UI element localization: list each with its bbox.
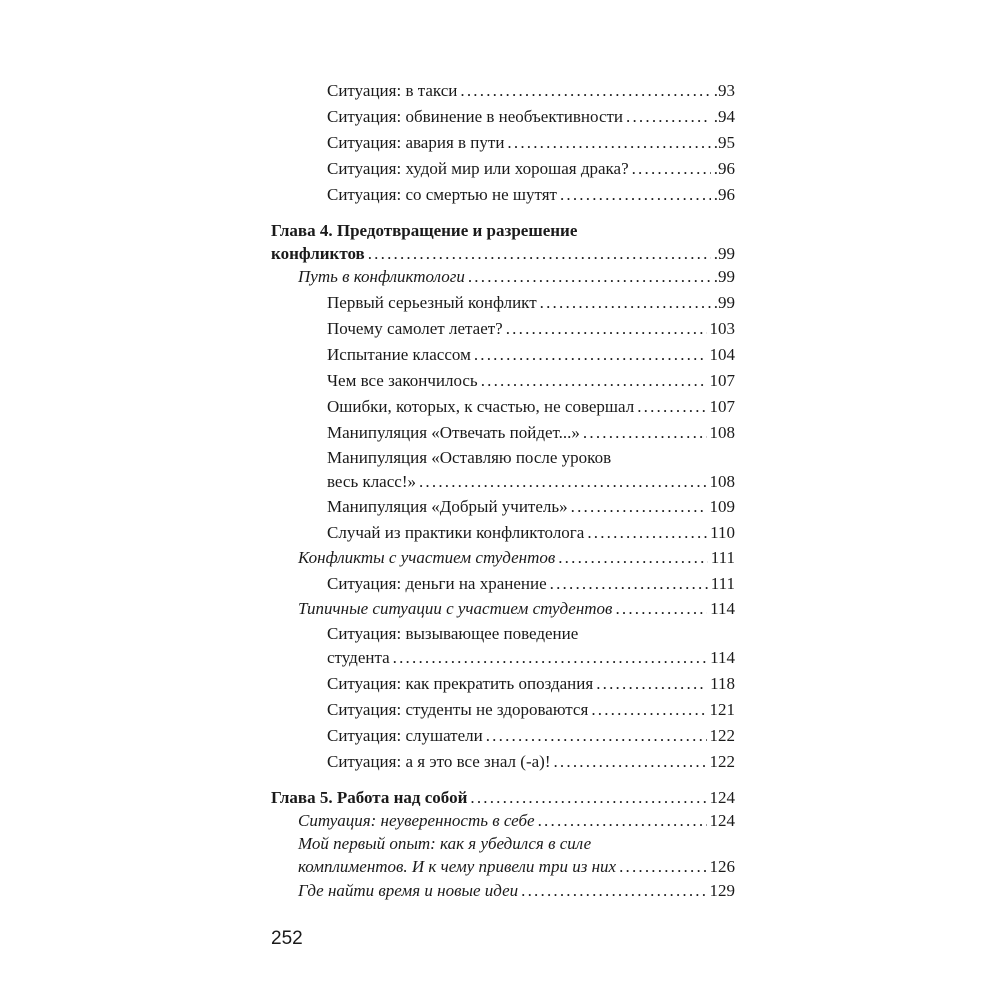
leader-dots [583,422,707,444]
leader-dots [460,80,710,102]
toc-entry [327,292,735,314]
leader-dots [587,522,707,544]
toc-section [298,810,735,832]
toc-entry-page: 129 [709,881,735,900]
toc-entry-page: .95 [713,133,735,152]
toc-entry [327,370,735,392]
toc-entry [327,106,735,128]
toc-entry-title: весь класс!» [327,472,416,491]
toc-entry-page: 122 [709,752,735,771]
toc-entry-title: Манипуляция «Отвечать пойдет...» [327,423,580,442]
toc-entry-title: Ситуация: со смертью не шутят [327,185,557,204]
toc-entry-page: .99 [713,267,735,286]
leader-dots [474,344,707,366]
toc-entry-title: Ситуация: авария в пути [327,133,505,152]
toc-section [298,880,735,902]
toc-entry-page: 107 [709,397,735,416]
toc-entry [327,184,735,206]
toc-entry-title: Конфликты с участием студентов [298,548,556,567]
toc-entry-page: 103 [709,319,735,338]
toc-section [298,856,735,878]
leader-dots [596,673,707,695]
toc-entry-page: 109 [709,497,735,516]
leader-dots [619,856,706,878]
toc-entry-title: Почему самолет летает? [327,319,503,338]
leader-dots [368,243,711,265]
toc-entry-page: 108 [709,472,735,491]
leader-dots [626,106,711,128]
toc-entry-page: 126 [709,857,735,876]
toc-entry-title: Манипуляция «Добрый учитель» [327,497,568,516]
toc-entry [327,422,735,444]
toc-entry-title: Ситуация: обвинение в необъективности [327,107,624,126]
toc-entry [327,471,735,493]
toc-entry [327,522,735,544]
toc-entry-title: Ситуация: деньги на хранение [327,574,547,593]
toc-entry-page: 124 [709,788,735,807]
toc-entry-page: 111 [710,574,735,593]
leader-dots [632,158,711,180]
toc-entry-title-line1: Манипуляция «Оставляю после уроков [327,448,612,467]
toc-entry [327,344,735,366]
toc-entry-title: Путь в конфликтологи [298,267,465,286]
toc-entry-page: 114 [710,599,735,618]
leader-dots [419,471,707,493]
leader-dots [506,318,707,340]
leader-dots [481,370,707,392]
toc-entry [327,80,735,102]
toc-entry-title: Где найти время и новые идеи [298,881,519,900]
toc-entry-page: 124 [709,811,735,830]
toc-entry-title: Ситуация: худой мир или хорошая драка? [327,159,629,178]
toc-chapter-5 [271,787,735,809]
toc-entry-page: .99 [713,244,735,263]
toc-entry-title: Испытание классом [327,345,471,364]
leader-dots [486,725,707,747]
toc-entry-page: 118 [710,674,735,693]
toc-entry-page: .96 [713,185,735,204]
page-number: 252 [271,928,303,949]
toc-entry [327,158,735,180]
toc-entry [327,673,735,695]
toc-entry-page: 121 [709,700,735,719]
toc-entry-title: комплиментов. И к чему привели три из них [298,857,617,876]
leader-dots [538,810,707,832]
toc-entry [327,132,735,154]
leader-dots [393,647,707,669]
toc-entry-page: 107 [709,371,735,390]
toc-entry [327,699,735,721]
toc-entry-page: 114 [710,648,735,667]
toc-entry-title: Ситуация: в такси [327,81,458,100]
toc-section [298,598,735,620]
toc-entry-title: Ситуация: как прекратить опоздания [327,674,594,693]
leader-dots [560,184,711,206]
leader-dots [540,292,711,314]
toc-section [298,266,735,288]
toc-entry-page: .99 [713,293,735,312]
toc-entry-page: .93 [713,81,735,100]
toc-entry-page: 111 [710,548,735,567]
leader-dots [591,699,706,721]
toc-entry-title: Ситуация: студенты не здороваются [327,700,589,719]
toc-entry-page: 104 [709,345,735,364]
toc-entry-title: конфликтов [271,244,365,263]
leader-dots [550,573,708,595]
toc-entry-title: Ситуация: неуверенность в себе [298,811,535,830]
toc-entry [327,573,735,595]
toc-section-title-line1: Мой первый опыт: как я убедился в силе [298,834,592,853]
toc-entry [327,725,735,747]
leader-dots [468,266,711,288]
toc-entry-title: студента [327,648,390,667]
toc-entry-title: Ситуация: слушатели [327,726,483,745]
toc-entry-title-line1: Ситуация: вызывающее поведение [327,624,579,643]
toc-entry-title: Чем все закончилось [327,371,478,390]
leader-dots [521,880,706,902]
toc-entry-title: Типичные ситуации с участием студентов [298,599,613,618]
chapter-4-title-line1: Глава 4. Предотвращение и разрешение [271,221,578,240]
toc-entry-page: 122 [709,726,735,745]
toc-entry-title: Первый серьезный конфликт [327,293,537,312]
toc-entry [327,318,735,340]
toc-entry-title: Ошибки, которых, к счастью, не совершал [327,397,635,416]
toc-entry [327,751,735,773]
toc-entry [327,396,735,418]
toc-entry-title: Ситуация: а я это все знал (-а)! [327,752,551,771]
leader-dots [558,547,708,569]
leader-dots [553,751,706,773]
toc-entry-page: .96 [713,159,735,178]
leader-dots [615,598,707,620]
toc-chapter-4 [271,243,735,265]
leader-dots [507,132,710,154]
toc-section [298,547,735,569]
toc-entry-page: 110 [710,523,735,542]
leader-dots [470,787,706,809]
leader-dots [571,496,707,518]
toc-entry [327,496,735,518]
leader-dots [637,396,706,418]
toc-entry-page: 108 [709,423,735,442]
toc-entry-title: Глава 5. Работа над собой [271,788,468,807]
toc-entry [327,647,735,669]
toc-entry-page: .94 [713,107,735,126]
toc-entry-title: Случай из практики конфликтолога [327,523,585,542]
